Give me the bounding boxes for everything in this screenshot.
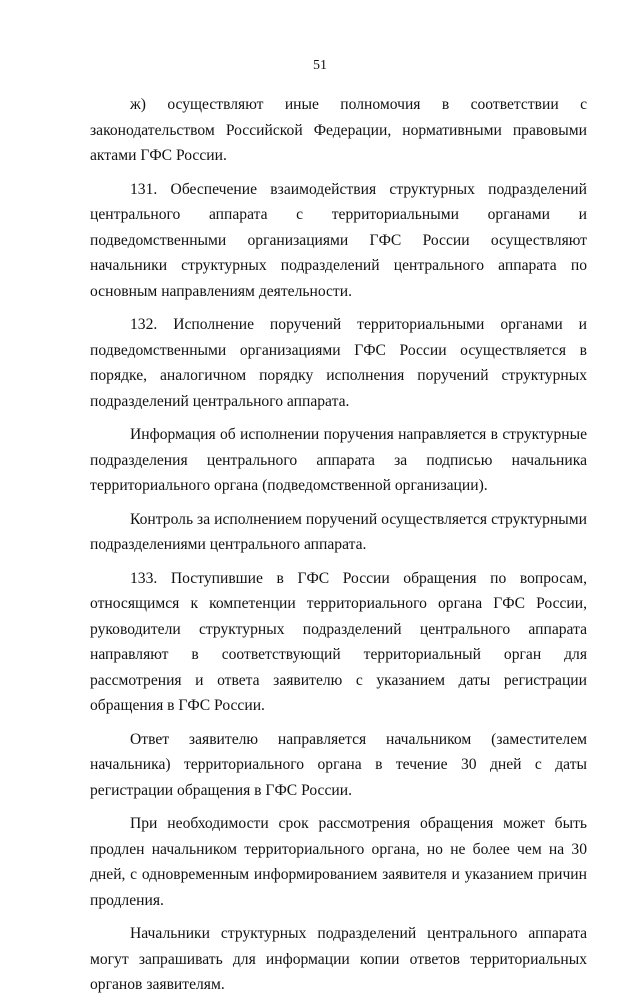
paragraph-132-info: Информация об исполнении поручения направляется в структурные подразделения центрального аппарата за подписью начальника территориального органа (подведомственной организации). <box>90 426 587 494</box>
page-number: 51 <box>313 58 327 73</box>
paragraph-131: 131. Обеспечение взаимодействия структурных подразделений центрального аппарата с территориальными органами и подведомственными организациями ГФС России осуществляют начальники структурных подразделений центрального аппарата по основным направлениям деятельности. <box>90 180 587 300</box>
paragraph-132-control: Контроль за исполнением поручений осуществляется структурными подразделениями центрального аппарата. <box>90 510 587 553</box>
document-body <box>90 92 587 1006</box>
paragraph-133-answer: Ответ заявителю направляется начальником (заместителем начальника) территориального органа в течение 30 дней с даты регистрации обращения в ГФС России. <box>90 730 587 799</box>
paragraph-132: 132. Исполнение поручений территориальными органами и подведомственными организациями ГФС России осуществляется в порядке, аналогичном порядку исполнения поручений структурных подразделений центрального аппарата. <box>90 316 587 410</box>
paragraph-item-zh: ж) осуществляют иные полномочия в соответствии с законодательством Российской Федерации, нормативными правовыми актами ГФС России. <box>90 96 587 164</box>
paragraph-133-requests: Начальники структурных подразделений центрального аппарата могут запрашивать для информации копии ответов территориальных органов заявителям. <box>90 925 587 993</box>
paragraph-133-extension: При необходимости срок рассмотрения обращения может быть продлен начальником территориального органа, но не более чем на 30 дней, с одновременным информированием заявителя и указанием причин продления. <box>90 815 587 909</box>
paragraph-133: 133. Поступившие в ГФС России обращения по вопросам, относящимся к компетенции территориального органа ГФС России, руководители структурных подразделений центрального аппарата направляют в соответствующий территориальный орган для рассмотрения и ответа заявителю с указанием даты регистрации обращения в ГФС России. <box>90 569 587 714</box>
